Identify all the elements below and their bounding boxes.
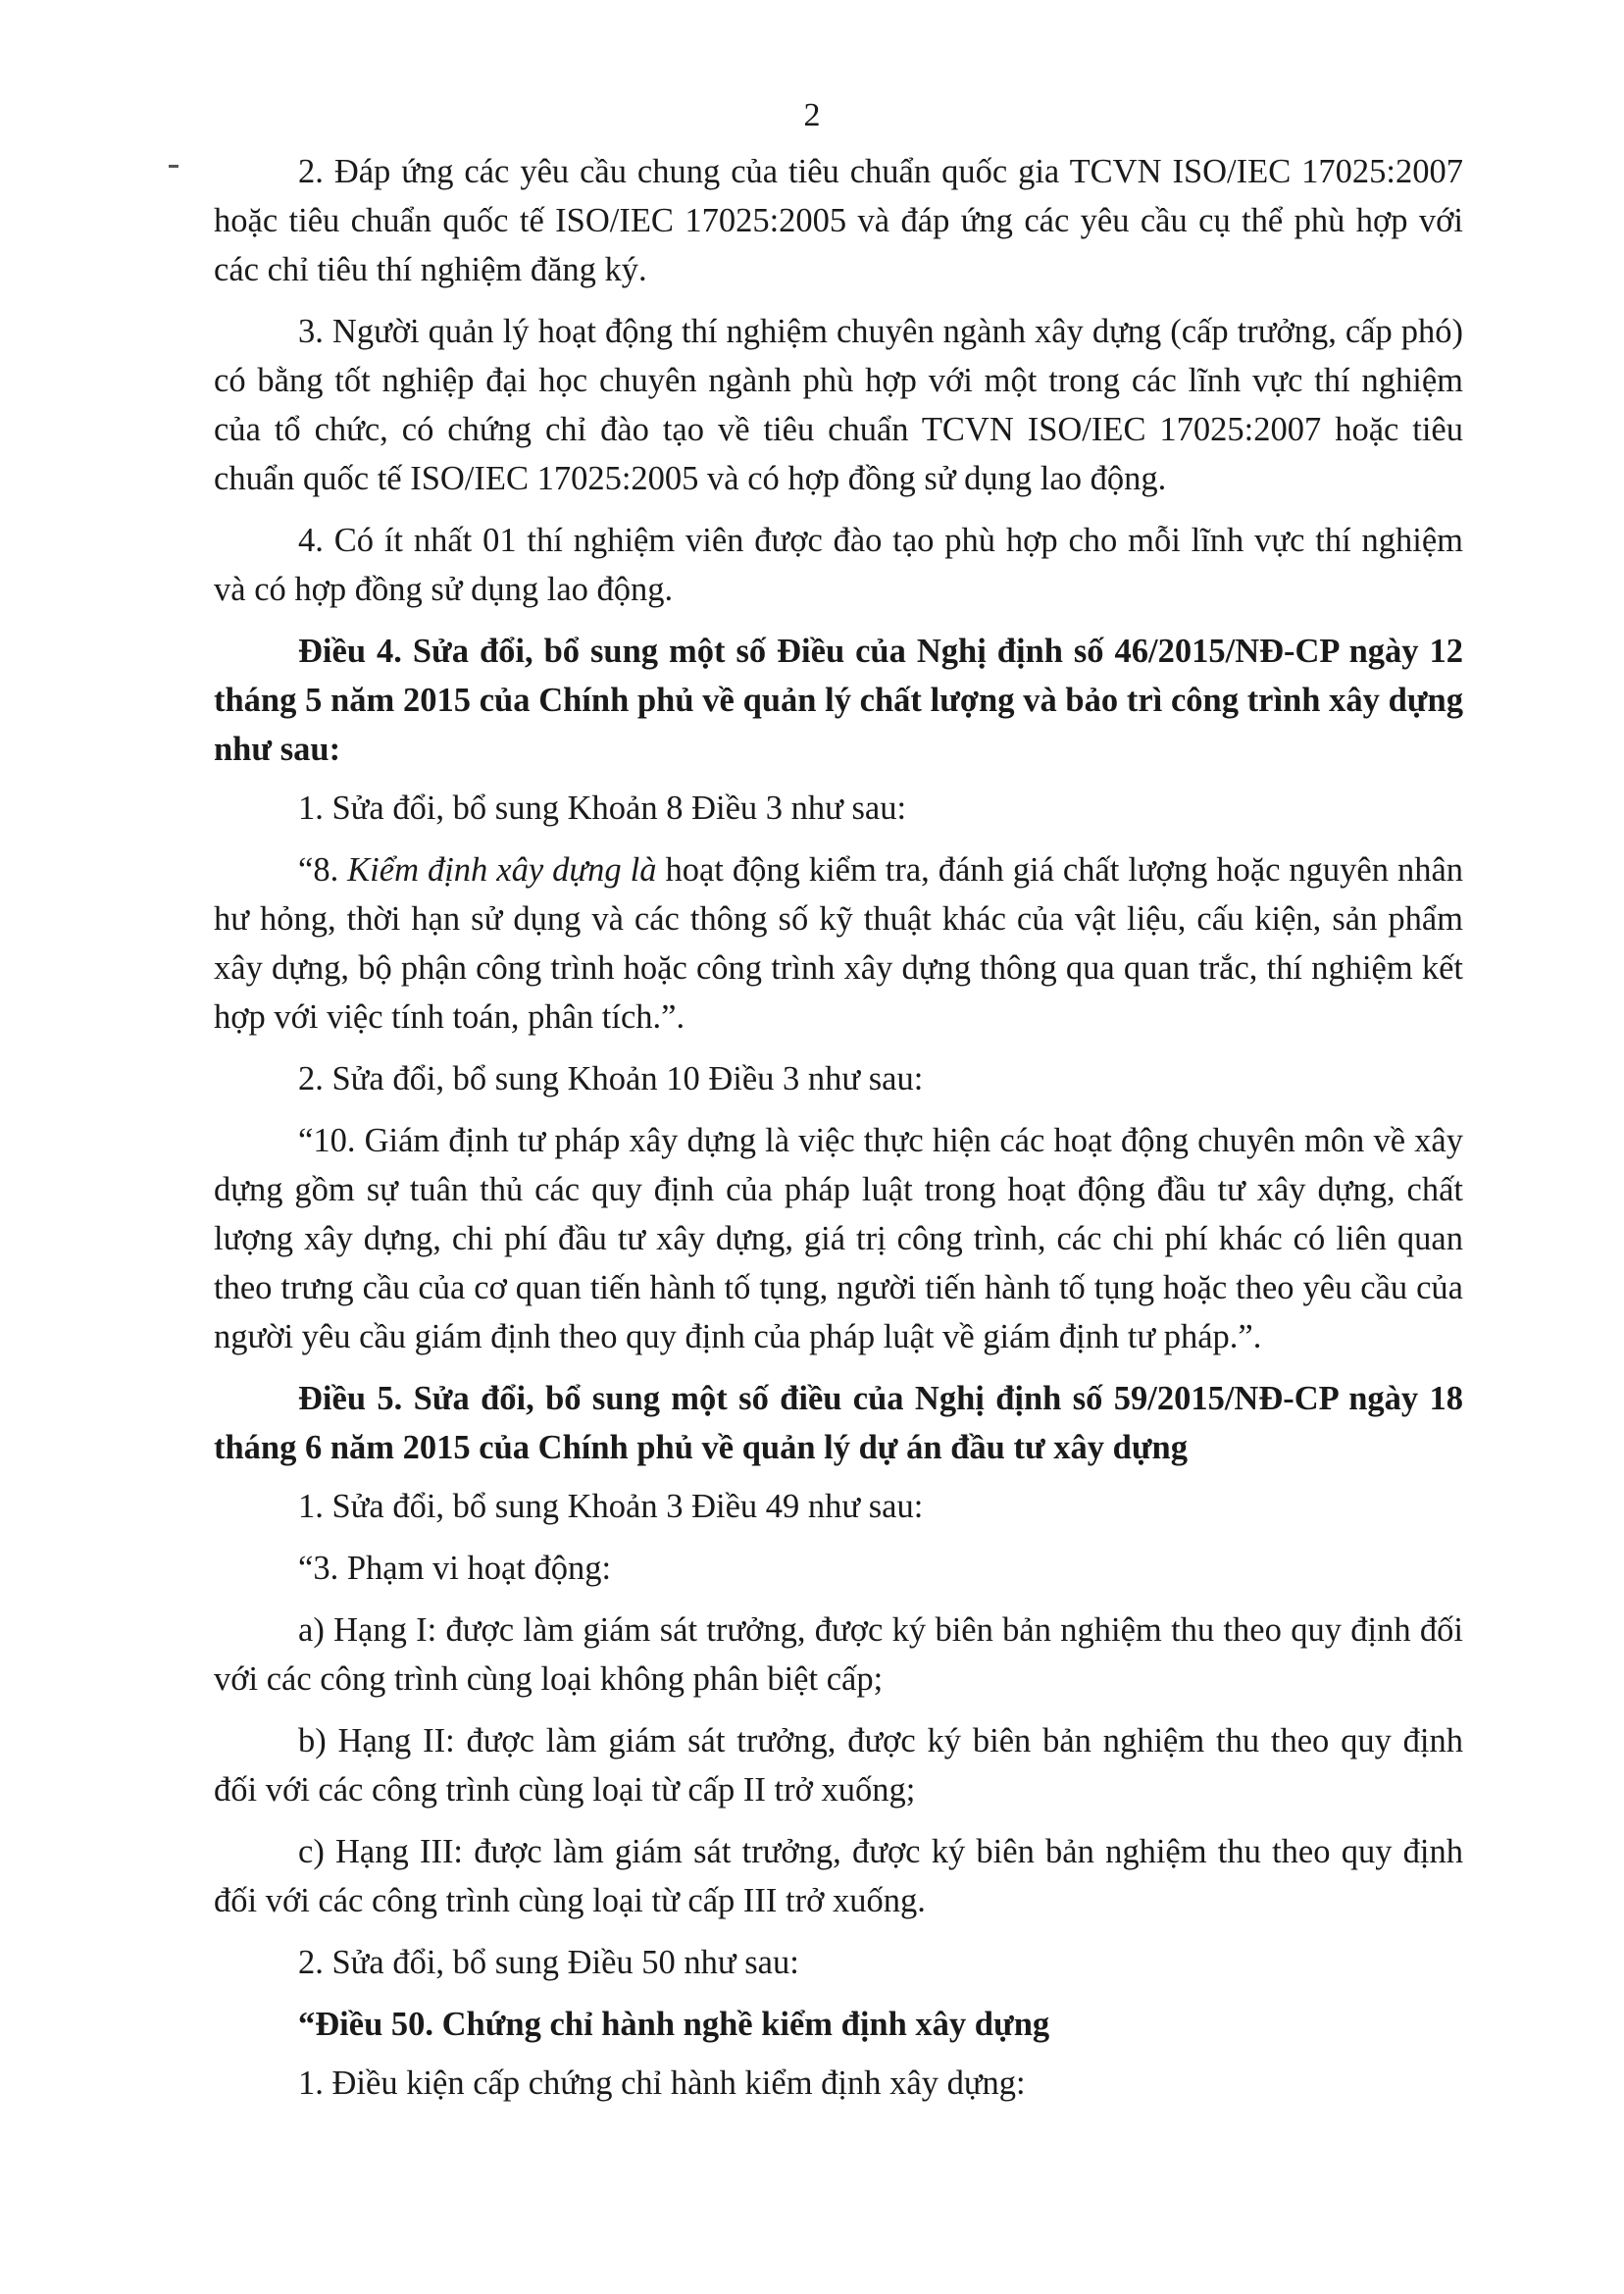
article-4-heading: Điều 4. Sửa đổi, bổ sung một số Điều của Nghị định số 46/2015/NĐ-CP ngày 12 tháng 5 năm 2015 của Chính phủ về quản lý chất lượng và bảo trì công trình xây dựng như sau:: [214, 633, 1463, 768]
paragraph-amend-khoan-3: 1. Sửa đổi, bổ sung Khoản 3 Điều 49 như sau:: [298, 1488, 924, 1525]
paragraph-definition-kiem-dinh: [214, 845, 1463, 1042]
paragraph-scope-title: “3. Phạm vi hoạt động:: [298, 1550, 612, 1587]
definition-number: “8.: [298, 851, 348, 889]
page-number: 2: [803, 97, 821, 133]
paragraph-clause-3: 3. Người quản lý hoạt động thí nghiệm chuyên ngành xây dựng (cấp trưởng, cấp phó) có bằng tốt nghiệp đại học chuyên ngành phù hợp với một trong các lĩnh vực thí nghiệm của tổ chức, có chứng chỉ đào tạo về tiêu chuẩn TCVN ISO/IEC 17025:2007 hoặc tiêu chuẩn quốc tế ISO/IEC 17025:2005 và có hợp đồng sử dụng lao động.: [214, 313, 1463, 497]
paragraph-grade-3: c) Hạng III: được làm giám sát trưởng, được ký biên bản nghiệm thu theo quy định đối với các công trình cùng loại từ cấp III trở xuống.: [214, 1833, 1463, 1919]
paragraph-conditions: 1. Điều kiện cấp chứng chỉ hành kiểm định xây dựng:: [298, 2065, 1026, 2102]
definition-text: hoạt động kiểm tra, đánh giá chất lượng hoặc nguyên nhân hư hỏng, thời hạn sử dụng và các thông số kỹ thuật khác của vật liệu, cấu kiện, sản phẩm xây dựng, bộ phận công trình hoặc công trình xây dựng thông qua quan trắc, thí nghiệm kết hợp với việc tính toán, phân tích.”.: [214, 851, 1464, 1036]
article-5-heading: Điều 5. Sửa đổi, bổ sung một số điều của Nghị định số 59/2015/NĐ-CP ngày 18 tháng 6 năm 2015 của Chính phủ về quản lý dự án đầu tư xây dựng: [214, 1380, 1463, 1466]
paragraph-clause-2: 2. Đáp ứng các yêu cầu chung của tiêu chuẩn quốc gia TCVN ISO/IEC 17025:2007 hoặc tiêu chuẩn quốc tế ISO/IEC 17025:2005 và đáp ứng các yêu cầu cụ thể phù hợp với các chỉ tiêu thí nghiệm đăng ký.: [214, 153, 1463, 288]
paragraph-grade-2: b) Hạng II: được làm giám sát trưởng, được ký biên bản nghiệm thu theo quy định đối với các công trình cùng loại từ cấp II trở xuống;: [214, 1722, 1463, 1809]
paragraph-definition-giam-dinh: “10. Giám định tư pháp xây dựng là việc thực hiện các hoạt động chuyên môn về xây dựng gồm sự tuân thủ các quy định của pháp luật trong hoạt động đầu tư xây dựng, chất lượng xây dựng, chi phí đầu tư xây dựng, giá trị công trình, các chi phí khác có liên quan theo trưng cầu của cơ quan tiến hành tố tụng, người tiến hành tố tụng hoặc theo yêu cầu của người yêu cầu giám định theo quy định của pháp luật về giám định tư pháp.”.: [214, 1122, 1463, 1355]
paragraph-clause-4: 4. Có ít nhất 01 thí nghiệm viên được đào tạo phù hợp cho mỗi lĩnh vực thí nghiệm và có hợp đồng sử dụng lao động.: [214, 522, 1463, 608]
paragraph-amend-khoan-10: 2. Sửa đổi, bổ sung Khoản 10 Điều 3 như sau:: [298, 1060, 924, 1097]
definition-term: Kiểm định xây dựng là: [347, 851, 657, 889]
margin-mark: [169, 165, 178, 168]
document-body: [214, 147, 1463, 2120]
article-50-heading: “Điều 50. Chứng chỉ hành nghề kiểm định xây dựng: [298, 2006, 1050, 2043]
paragraph-amend-dieu-50: 2. Sửa đổi, bổ sung Điều 50 như sau:: [298, 1944, 799, 1981]
paragraph-grade-1: a) Hạng I: được làm giám sát trưởng, được ký biên bản nghiệm thu theo quy định đối với các công trình cùng loại không phân biệt cấp;: [214, 1611, 1463, 1698]
paragraph-amend-khoan-8: 1. Sửa đổi, bổ sung Khoản 8 Điều 3 như sau:: [298, 790, 907, 827]
